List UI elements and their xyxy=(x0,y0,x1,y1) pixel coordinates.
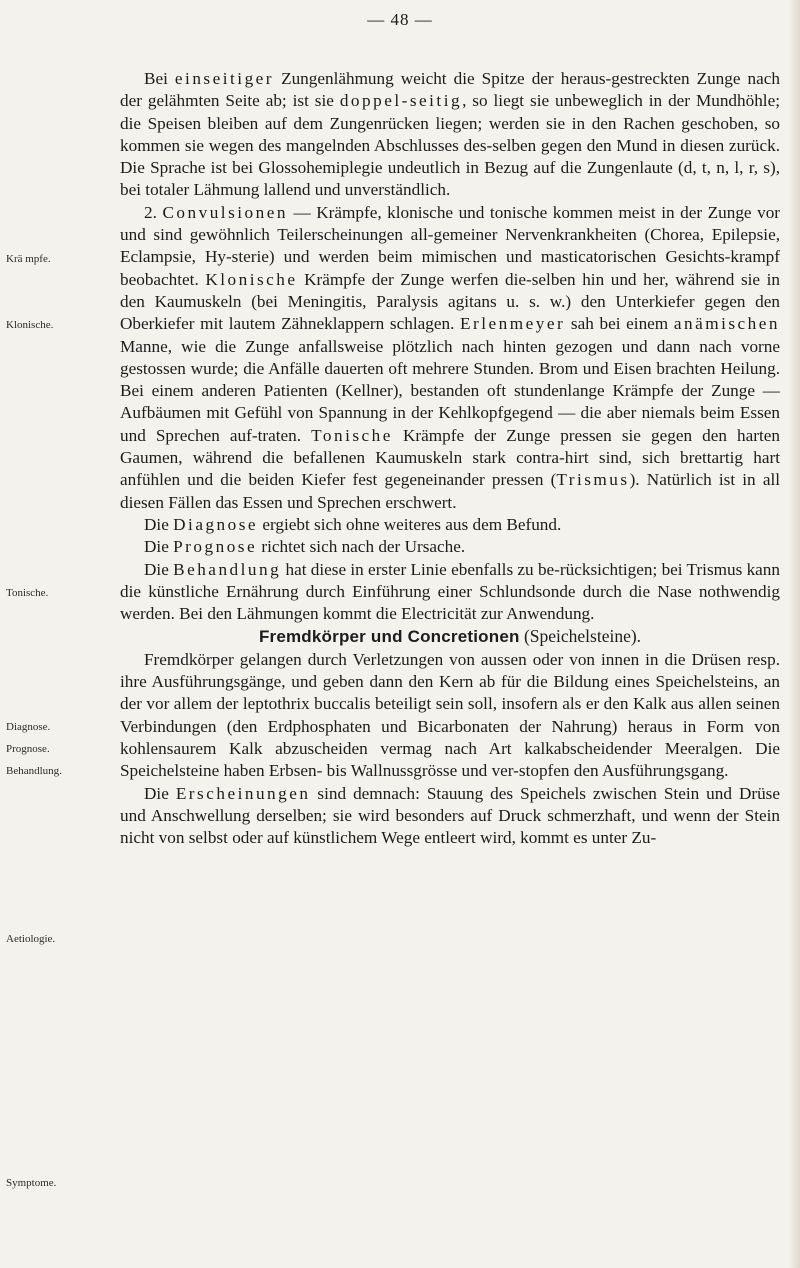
margin-note-klonische: Klonische. xyxy=(6,319,54,331)
paragraph-fremdkoerper: Fremdkörper gelangen durch Verletzungen von aussen oder von innen in die Drüsen resp. ihre Ausführungsgänge, und geben dann den Kern ab für die Bildung eines Speichelsteins, an der vor allem der leptothrix buccalis beteiligt sein soll, insofern als er den Kalk aus allen seinen Verbindungen (den Erdphosphaten und Bicarbonaten der Nahrung) heraus in Form von kohlensaurem Kalk abzuscheiden vermag nach Art kalkabscheidender Meeralgen. Die Speichelsteine haben Erbsen- bis Wallnussgrösse und ver-stopfen den Ausführungsgang. xyxy=(120,649,780,781)
page-number: — 48 — xyxy=(367,10,433,29)
paragraph-convulsionen: 2. Convulsionen — Krämpfe, klonische und tonische kommen meist in der Zunge vor und sind gewöhnlich Teilerscheinungen all-gemeiner Nervenkrankheiten (Chorea, Epilepsie, Eclampsie, Hy-sterie) und werden beim mimischen und masticatorischen Gesichts-krampf beobachtet. Klonische Krämpfe der Zunge werfen die-selben hin und her, während sie in den Kaumuskeln (bei Meningitis, Paralysis agitans u. s. w.) den Unterkiefer gegen den Oberkiefer mit lautem Zähneklappern schlagen. Erlenmeyer sah bei einem anämischen Manne, wie die Zunge anfallsweise plötzlich nach hinten gezogen und dann nach vorne gestossen wurde; die Anfälle dauerten oft mehrere Stunden. Brom und Eisen brachten Heilung. Bei einem anderen Patienten (Kellner), bestanden oft stundenlange Krämpfe der Zunge — Aufbäumen mit Gefühl von Spannung in der Kehlkopfgegend — die aber niemals beim Essen und Sprechen auf-traten. Tonische Krämpfe der Zunge pressen sie gegen den harten Gaumen, während die befallenen Kaumuskeln stark contra-hirt sind, sich brettartig hart anfühlen und die beiden Kiefer fest gegeneinander pressen (Trismus). Natürlich ist in all diesen Fällen das Essen und Sprechen erschwert. xyxy=(120,202,781,512)
paragraph-erscheinungen: Die Erscheinungen sind demnach: Stauung des Speichels zwischen Stein und Drüse und Anschwellung derselben; sie wird besonders auf Druck schmerzhaft, und wenn der Stein nicht von selbst oder auf künstlichem Wege entleert wird, kommt es unter Zu- xyxy=(120,783,780,848)
paragraph-prognose: Die Prognose richtet sich nach der Ursache. xyxy=(144,537,466,557)
margin-note-behandlung: Behandlung. xyxy=(6,765,62,777)
paragraph-diagnose: Die Diagnose ergiebt sich ohne weiteres aus dem Befund. xyxy=(144,514,562,534)
page-edge-shadow xyxy=(788,0,800,1268)
paragraph-einseitig: Bei einseitiger Zungenlähmung weicht die Spitze der heraus-gestreckten Zunge nach der gelähmten Seite ab; ist sie doppel-seitig, so liegt sie unbeweglich in der Mundhöhle; die Speisen bleiben auf dem Zungenrücken liegen; werden sie in den Rachen geschoben, so kommen sie wegen des mangelnden Abschlusses des-selben gegen den Mund in diesen zurück. Die Sprache ist bei Glossohemiplegie undeutlich in Bezug auf die Zungenlaute (d, t, n, l, r, s), bei totaler Lähmung lallend und unverständlich. xyxy=(120,69,780,200)
body-text xyxy=(120,68,780,849)
margin-note-symptome: Symptome. xyxy=(6,1177,57,1189)
margin-note-prognose: Prognose. xyxy=(6,743,50,755)
margin-note-kraempfe: Krä mpfe. xyxy=(6,253,51,265)
section-heading: Fremdkörper und Concretionen (Speichelsteine). xyxy=(258,626,642,647)
margin-note-aetiologie: Aetiologie. xyxy=(6,933,56,945)
margin-note-tonische: Tonische. xyxy=(6,587,49,599)
paragraph-behandlung: Die Behandlung hat diese in erster Linie ebenfalls zu be-rücksichtigen; bei Trismus kann die künstliche Ernährung durch Einführung einer Schlundsonde durch die Nase nothwendig werden. Bei den Lähmungen kommt die Electricität zur Anwendung. xyxy=(120,559,780,624)
margin-note-diagnose: Diagnose. xyxy=(6,721,51,733)
